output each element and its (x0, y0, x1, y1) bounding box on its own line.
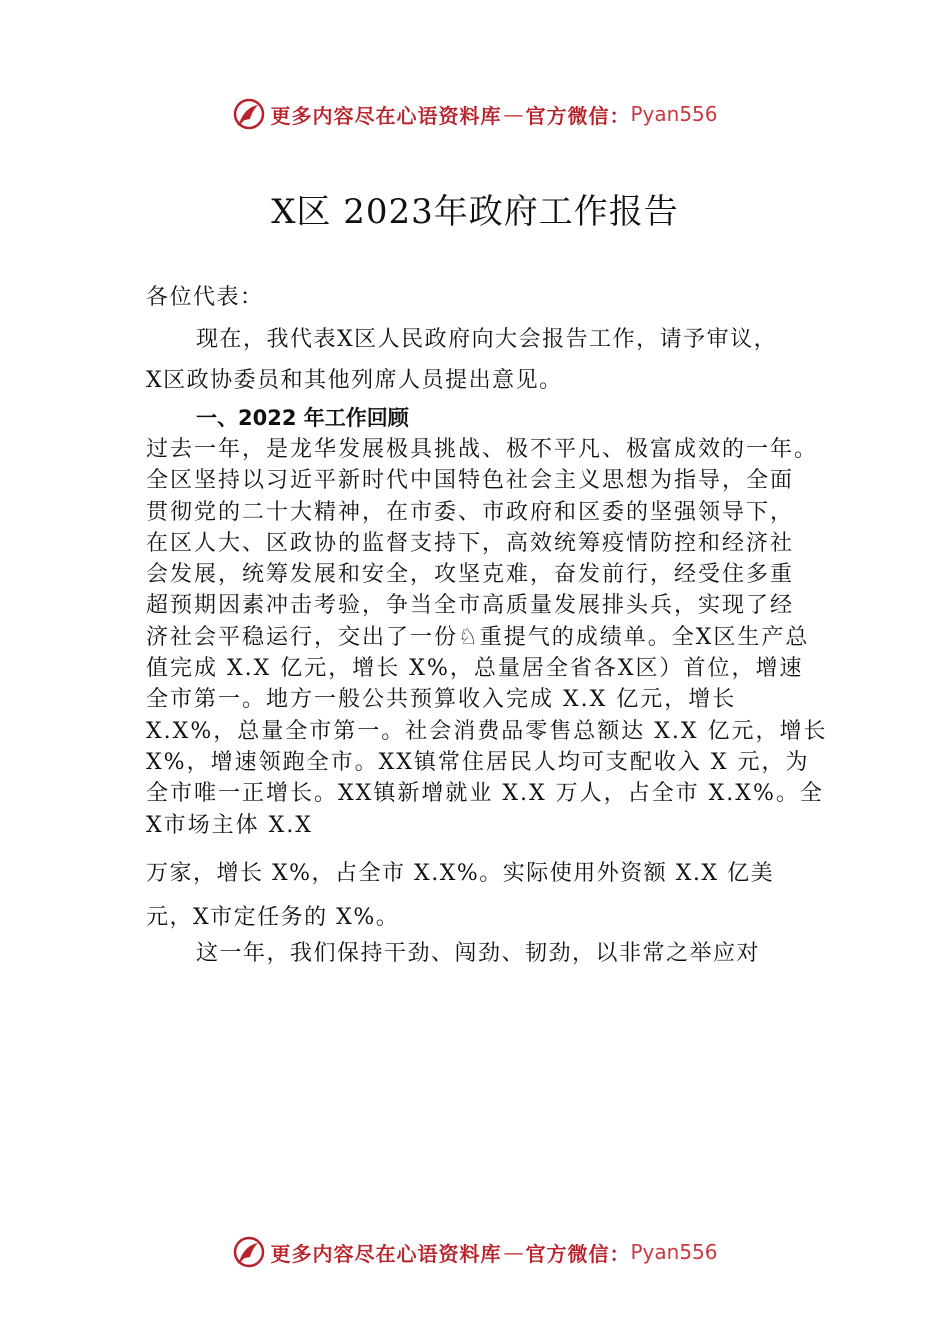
body-line: 济社会平稳运行，交出了一份♘重提气的成绩单。全X区生产总 (146, 624, 810, 650)
body-line: 超预期因素冲击考验，争当全市高质量发展排头兵，实现了经 (146, 593, 795, 619)
body-line: 过去一年，是龙华发展极具挑战、极不平凡、极富成效的一年。 (146, 437, 819, 462)
continuation-line: 元，X市定任务的 X%。 (146, 905, 400, 930)
body-line: 全区坚持以习近平新时代中国特色社会主义思想为指导，全面 (146, 468, 795, 494)
body-line: X市场主体 X.X (146, 812, 313, 838)
wechat-label: 官方微信： (525, 1241, 631, 1266)
watermark-banner-top (0, 94, 950, 134)
body-line: 会发展，统筹发展和安全，攻坚克难，奋发前行，经受住多重 (146, 562, 795, 588)
closing-paragraph (146, 938, 846, 969)
continuation-paragraph (146, 852, 846, 940)
body-line: 值完成 X.X 亿元，增长 X%，总量居全省各X区）首位，增速 (146, 656, 804, 682)
watermark-separator: — (503, 1240, 524, 1264)
body-line: 全市唯一正增长。XX镇新增就业 X.X 万人，占全市 X.X%。全 (146, 781, 824, 807)
watermark-separator: — (503, 102, 524, 126)
watermark-text: 更多内容尽在心语资料库 (270, 1241, 502, 1266)
closing-line: 这一年，我们保持干劲、闯劲、韧劲，以非常之举应对 (196, 941, 761, 966)
body-line: 全市第一。地方一般公共预算收入完成 X.X 亿元，增长 (146, 687, 737, 713)
salutation: 各位代表： (146, 285, 264, 310)
body-line: X%，增速领跑全市。XX镇常住居民人均可支配收入 X 元，为 (146, 749, 810, 775)
watermark-text: 更多内容尽在心语资料库 (270, 103, 502, 128)
intro-paragraph (146, 324, 846, 397)
watermark-banner-bottom (0, 1232, 950, 1272)
wechat-id: Pyan556 (630, 102, 718, 126)
intro-line: 现在，我代表X区人民政府向大会报告工作，请予审议， (196, 327, 778, 352)
document-title: X区 2023年政府工作报告 (271, 192, 679, 232)
intro-line: X区政协委员和其他列席人员提出意见。 (146, 368, 563, 394)
wechat-id: Pyan556 (630, 1240, 718, 1264)
pen-logo-icon (232, 97, 266, 131)
body-line: 贯彻党的二十大精神，在市委、市政府和区委的坚强领导下， (146, 499, 795, 525)
wechat-label: 官方微信： (525, 103, 631, 128)
body-paragraph (146, 434, 846, 841)
pen-logo-icon (232, 1235, 266, 1269)
body-line: X.X%，总量全市第一。社会消费品零售总额达 X.X 亿元，增长 (146, 718, 828, 744)
continuation-line: 万家，增长 X%，占全市 X.X%。实际使用外资额 X.X 亿美 (146, 861, 775, 886)
body-line: 在区人大、区政协的监督支持下，高效统筹疫情防控和经济社 (146, 530, 795, 556)
section-heading: 一、2022 年工作回顾 (196, 406, 409, 430)
